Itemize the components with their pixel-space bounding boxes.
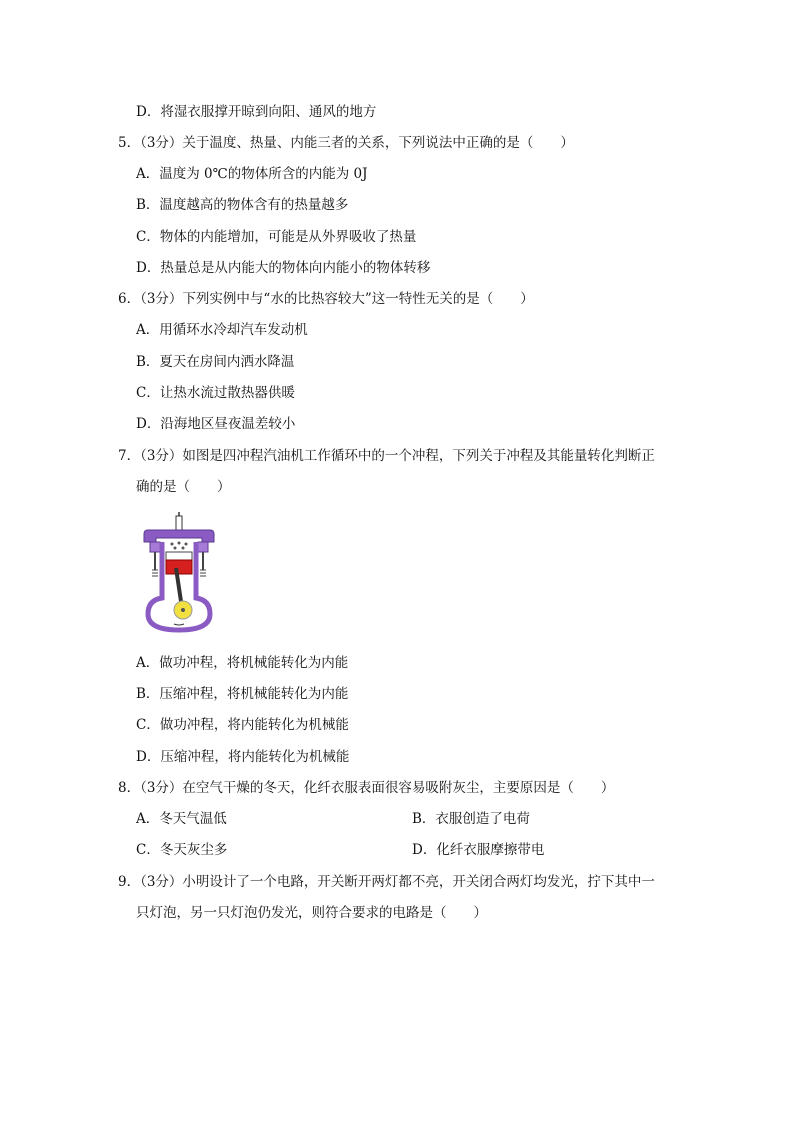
q8-option-b: B．衣服创造了电荷: [412, 811, 530, 827]
q7-option-b: B．压缩冲程，将机械能转化为内能: [136, 686, 349, 702]
q7-stem-line2: 确的是（ ）: [136, 479, 231, 495]
q5-option-d: D．热量总是从内能大的物体向内能小的物体转移: [136, 260, 431, 276]
q9-stem-line1: 9．（3分）小明设计了一个电路，开关断开两灯都不亮，开关闭合两灯均发光，拧下其中一: [118, 874, 655, 890]
q7-option-c: C．做功冲程，将内能转化为机械能: [136, 717, 349, 733]
q7-option-a: A．做功冲程，将机械能转化为内能: [136, 655, 349, 671]
q5-option-c: C．物体的内能增加，可能是从外界吸收了热量: [136, 229, 417, 245]
q6-option-c: C．让热水流过散热器供暖: [136, 385, 295, 401]
q7-option-d: D．压缩冲程，将内能转化为机械能: [136, 749, 350, 765]
q8-stem: 8．（3分）在空气干燥的冬天，化纤衣服表面很容易吸附灰尘，主要原因是（ ）: [118, 780, 615, 796]
q6-stem: 6．（3分）下列实例中与“水的比热容较大”这一特性无关的是（ ）: [118, 291, 534, 307]
q6-option-b: B．夏天在房间内洒水降温: [136, 354, 295, 370]
piston-top: [166, 552, 192, 560]
spark-plug: [176, 516, 182, 530]
q4-option-d: D．将湿衣服撑开晾到向阳、通风的地方: [136, 104, 377, 120]
q6-option-d: D．沿海地区昼夜温差较小: [136, 416, 296, 432]
q8-option-a: A．冬天气温低: [136, 811, 227, 827]
q8-option-c: C．冬天灰尘多: [136, 842, 228, 858]
q5-stem: 5．（3分）关于温度、热量、内能三者的关系，下列说法中正确的是（ ）: [118, 135, 574, 151]
q8-option-d: D．化纤衣服摩擦带电: [412, 842, 545, 858]
engine-stroke-figure: [138, 512, 220, 634]
cylinder-head: [144, 530, 214, 542]
q5-option-a: A．温度为 0℃的物体所含的内能为 0J: [136, 166, 368, 182]
q6-option-a: A．用循环水冷却汽车发动机: [136, 322, 308, 338]
q5-option-b: B．温度越高的物体含有的热量越多: [136, 197, 349, 213]
piston: [166, 560, 192, 574]
q9-stem-line2: 只灯泡，另一只灯泡仍发光，则符合要求的电路是（ ）: [136, 905, 487, 921]
q7-stem-line1: 7．（3分）如图是四冲程汽油机工作循环中的一个冲程，下列关于冲程及其能量转化判断正: [118, 448, 655, 464]
